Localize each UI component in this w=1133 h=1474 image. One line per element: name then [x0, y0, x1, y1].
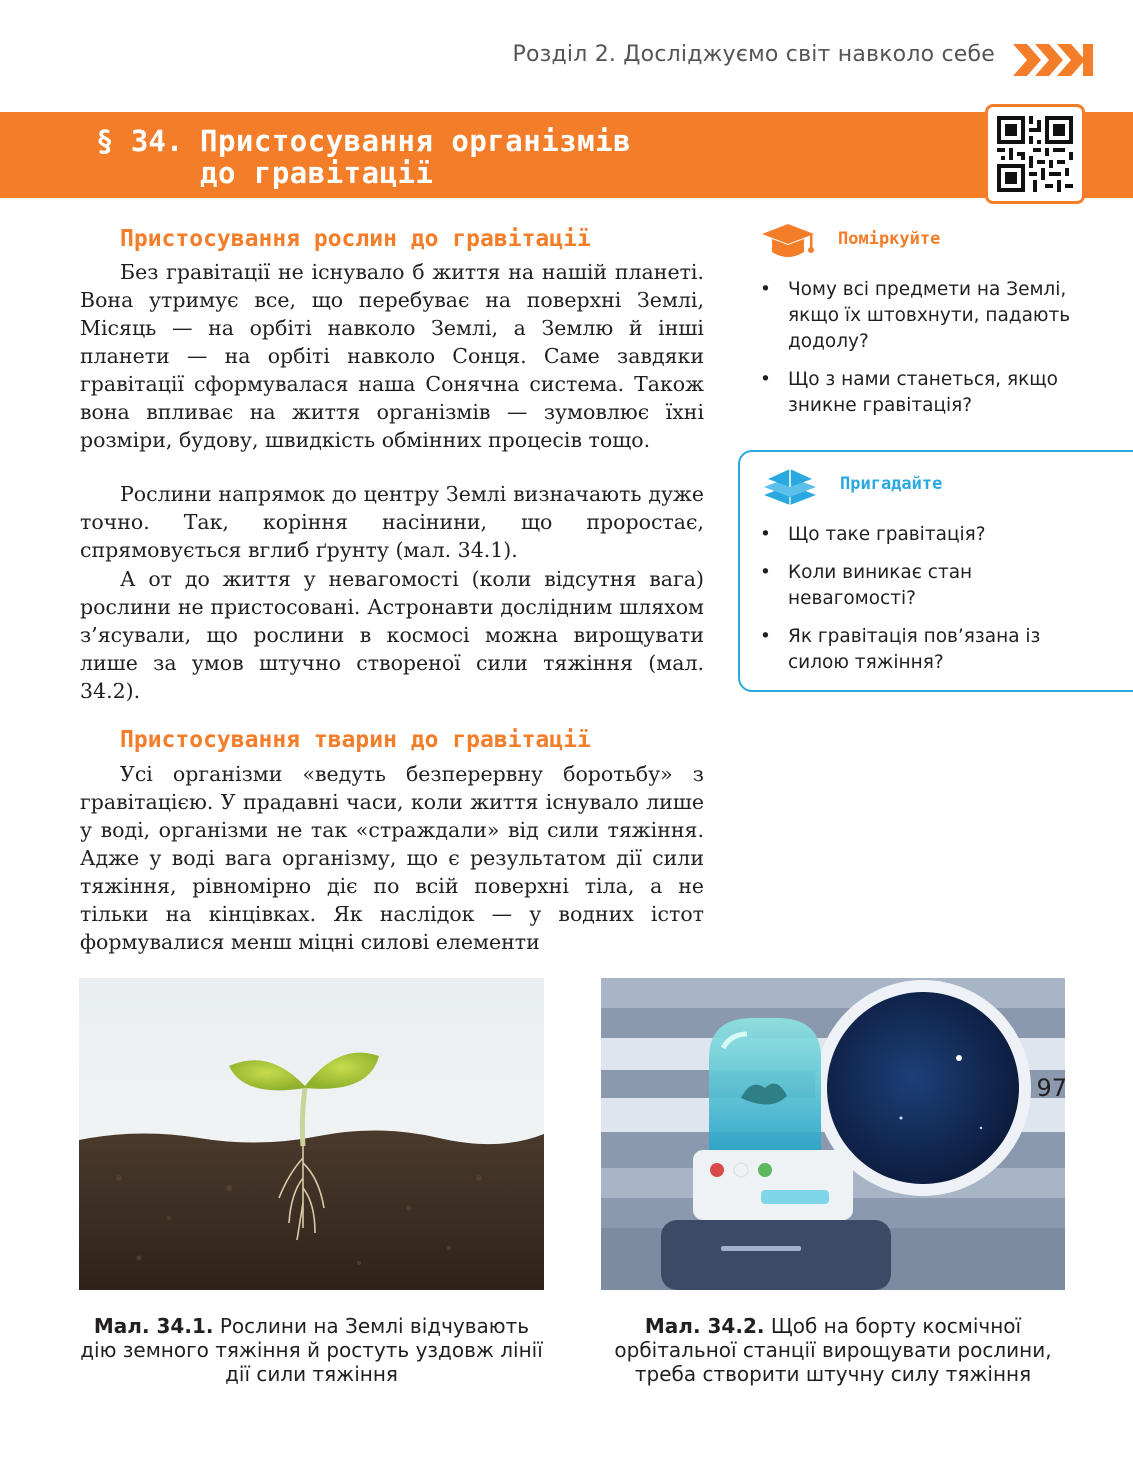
list-item: • Що з нами станеться, якщо зникне гравітація?	[760, 367, 1100, 419]
list-item: • Чому всі предмети на Землі, якщо їх штовхнути, падають додолу?	[760, 277, 1100, 355]
body-paragraph: Рослини напрямок до центру Землі визначають дуже точно. Так, коріння насінини, що проростає, спрямовується вглиб ґрунту (мал. 34.1).	[80, 482, 704, 562]
figure-label: Мал. 34.1.	[93, 1314, 214, 1338]
figure-caption-2	[601, 1314, 1065, 1386]
list-item: • Коли виникає стан невагомості?	[760, 560, 1100, 612]
consider-list	[760, 277, 1100, 431]
figure-label: Мал. 34.2.	[644, 1314, 765, 1338]
list-item: • Що таке гравітація?	[760, 522, 1100, 548]
figure-caption-text: Рослини на Землі відчувають дію земного тяжіння й ростуть уздовж лінії дії сили тяжіння	[80, 1314, 543, 1386]
body-paragraph: Усі організми «ведуть безперервну боротьбу» з гравітацією. У прадавні часи, коли життя існувало лише у воді, організми не так «страждали» від сили тяжіння. Адже у воді вага організму, що є результатом дії сили тяжіння, рівномірно діє по всій поверхні тіла, а не тільки на кінцівках. Як наслідок — у водних істот формувалися менш міцні силові елементи	[80, 762, 704, 954]
section-heading-plants: Пристосування рослин до гравітації	[120, 226, 591, 252]
books-icon	[760, 465, 820, 509]
body-paragraph: Без гравітації не існувало б життя на нашій планеті. Вона утримує все, що перебуває на поверхні Землі, Місяць — на орбіті навколо Землі, а Землю й інші планети — на орбіті навколо Сонця. Саме завдяки гравітації сформувалася наша Сонячна система. Також вона впливає на життя організмів — зумовлює їхні розміри, будову, швидкість обмінних процесів тощо.	[80, 260, 704, 452]
graduation-cap-icon	[760, 222, 816, 262]
body-paragraph: А от до життя у невагомості (коли відсутня вага) рослини не пристосовані. Астронавти дослідним шляхом з’ясували, що рослини в космосі можна вирощувати лише за умов штучно створеної сили тяжіння (мал. 34.2).	[80, 567, 704, 703]
chevron-arrows-icon	[1013, 44, 1093, 76]
consider-heading: Поміркуйте	[838, 229, 941, 249]
page-title-line-2: до гравітації	[200, 156, 434, 190]
running-head: Розділ 2. Досліджуємо світ навколо себе	[512, 42, 995, 67]
recall-heading: Пригадайте	[840, 474, 943, 494]
recall-list	[760, 522, 1100, 688]
paragraph-number: § 34.	[96, 124, 184, 158]
figure-seedling-image	[79, 978, 544, 1290]
figure-caption-1	[79, 1314, 544, 1386]
qr-code-icon	[997, 116, 1073, 192]
page-title-line-1: Пристосування організмів	[200, 124, 632, 158]
qr-code[interactable]	[985, 104, 1085, 204]
figure-space-station-image	[601, 978, 1065, 1290]
list-item: • Як гравітація пов’язана із силою тяжіння?	[760, 624, 1100, 676]
figure-caption-text: Щоб на борту космічної орбітальної станції вирощувати рослини, треба створити штучну силу тяжіння	[614, 1314, 1052, 1386]
section-heading-animals: Пристосування тварин до гравітації	[120, 727, 591, 753]
page-number: 97	[1036, 1074, 1067, 1102]
